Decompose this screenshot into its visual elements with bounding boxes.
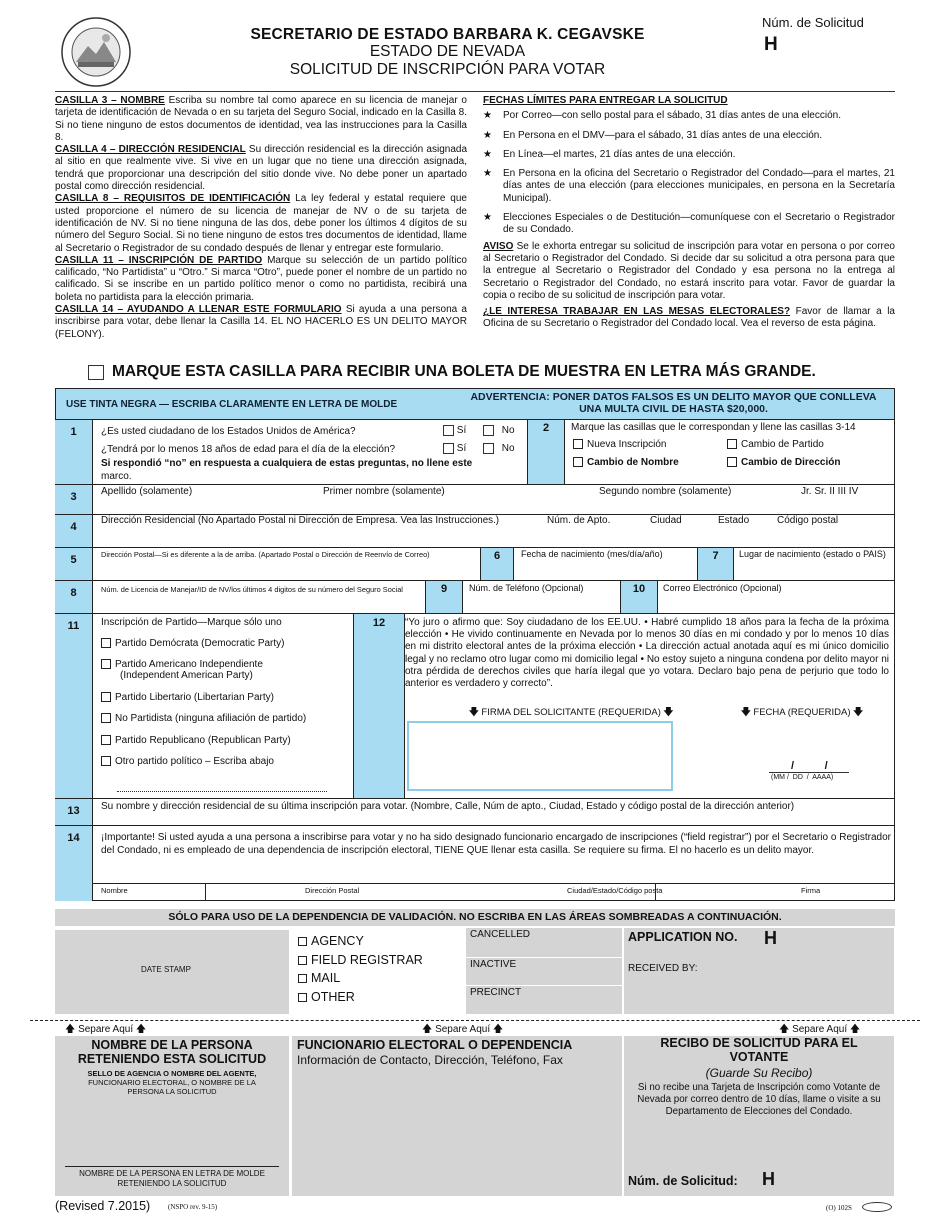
mail-checkbox[interactable]: [298, 974, 307, 983]
row-box-14: [55, 826, 894, 901]
deadline-item: ★ Elecciones Especiales o de Destitución—comuníquese con el Secretario o Registrador de su Condado.: [483, 212, 895, 236]
form-banner: [55, 388, 895, 420]
party-change-checkbox[interactable]: [727, 439, 737, 449]
date-slashes[interactable]: / /: [791, 760, 828, 772]
date-caption: 🡇 FECHA (REQUERIDA) 🡇: [741, 707, 863, 718]
box-14-number: 14: [55, 826, 93, 901]
arrow-up-icon: 🡅: [65, 1024, 76, 1035]
zip-label: Código postal: [777, 515, 839, 526]
age-no-checkbox[interactable]: [483, 443, 494, 454]
row-box-4[interactable]: [55, 515, 894, 548]
box-1-note: Si respondió “no” en respuesta a cualquiera de estas preguntas, no llene este: [101, 458, 473, 469]
date-line: [769, 772, 849, 773]
name-change-checkbox[interactable]: [573, 457, 583, 467]
libertarian-checkbox[interactable]: [101, 692, 111, 702]
oath-text: “Yo juro o afirmo que: Soy ciudadano de los EE.UU. • Habré cumplido 18 años para la fecha de la próxima elección • He vivido continuamente en Nevada por lo menos 30 días en mi condado y por lo menos 10 días en mi distrito electoral antes de la próxima elección • La dirección actual anotada aquí es mi único domicilio legal y no reclamo otro lugar como mi domicilio legal • No estoy sujeto a ninguna condena por delito mayor ni otra pérdida de derechos civiles que haría ilegal que yo votara. Declaro bajo pena de perjurio que todo lo anterior es verdadero y correcto”.: [405, 617, 889, 690]
age-yes-checkbox[interactable]: [443, 443, 454, 454]
instr-casilla-8: CASILLA 8 – REQUISITOS DE IDENTIFICACIÓN La ley federal y estatal requiere que usted proporcione el número de su licencia de manejar de NV o de su tarjeta de identificación de NV. Si no tiene ninguna de las dos, debe poner los últimos 4 dígitos de su número del Seguro Social. Si no tiene ninguno de estos tres documentos de identidad, llame al Secretario o Registrador de su condado después de llenar y entregar este formulario.: [55, 193, 467, 254]
birth-place-label[interactable]: Lugar de nacimiento (estado o PAIS): [739, 549, 886, 559]
assistant-divider: [655, 883, 656, 901]
birth-date-label[interactable]: Fecha de nacimiento (mes/día/año): [521, 549, 663, 559]
independent-american-checkbox[interactable]: [101, 659, 111, 669]
stub-receipt: RECIBO DE SOLICITUD PARA EL VOTANTE (Guarde Su Recibo) Si no recibe una Tarjeta de Inscripción como Votante de Nevada por correo dentro de 10 días, llame o visite a su Departamento de Elecciones del Condado. Núm. de Solicitud: H: [624, 1036, 894, 1196]
address-change-checkbox[interactable]: [727, 457, 737, 467]
license-id-label[interactable]: Núm. de Licencia de Manejar/ID de NV/los últimos 4 digitos de su número del Seguro Social: [101, 585, 403, 594]
star-icon: ★: [483, 148, 492, 160]
box-5-number: 5: [55, 548, 93, 580]
date-stamp-label: DATE STAMP: [141, 965, 191, 974]
star-icon: ★: [483, 212, 492, 224]
opt-field-registrar: FIELD REGISTRAR: [298, 951, 423, 970]
star-icon: ★: [483, 110, 492, 122]
instr-casilla-4: CASILLA 4 – DIRECCIÓN RESIDENCIAL Su dirección residencial es la dirección asignada al sitio en que realmente vive. Si vive en un lugar que no tiene una dirección asignada, tendrá que proporcionar una descripción del sitio donde vive. No debe poner un apartado postal como dirección residencial.: [55, 144, 467, 193]
agency-checkbox[interactable]: [298, 937, 307, 946]
box-1-number: 1: [55, 420, 93, 484]
opt-party-change: Cambio de Partido: [727, 439, 824, 450]
revised-label: (Revised 7.2015): [55, 1199, 151, 1213]
date-format: (MM / DD / AAAA): [771, 774, 834, 781]
deadlines-section: [483, 95, 895, 331]
arrow-down-icon: 🡇: [853, 707, 863, 718]
deadline-item: ★ En Persona en el DMV—para el sábado, 31 días antes de una elección.: [483, 129, 823, 141]
poll-worker: ¿LE INTERESA TRABAJAR EN LAS MESAS ELECTORALES? Favor de llamar a la Oficina de su Secretario o Registrador del Condado local. Vea el reverso de esta página.: [483, 306, 895, 330]
box-1-q2-no: No: [483, 443, 515, 454]
box-1-note-2: marco.: [101, 471, 132, 482]
box-2-number: 2: [527, 420, 565, 484]
separe-middle: 🡅 Separe Aquí 🡅: [422, 1024, 504, 1035]
stub-retainer: NOMBRE DE LA PERSONA RETENIENDO ESTA SOLICITUD SELLO DE AGENCIA O NOMBRE DEL AGENTE, FUNCIONARIO ELECTORAL, O NOMBRE DE LA PERSONA LA SOLICITUD NOMBRE DE LA PERSONA EN LETRA DE MOLDE RETENIENDO LA SOLICITUD: [55, 1036, 289, 1196]
separe-right: 🡅 Separe Aquí 🡅: [779, 1024, 861, 1035]
box-10-number: 10: [620, 581, 658, 613]
city-label: Ciudad: [650, 515, 682, 526]
party-democratic: Partido Demócrata (Democratic Party): [101, 638, 285, 649]
email-label[interactable]: Correo Electrónico (Opcional): [663, 583, 782, 593]
cancelled-box: CANCELLED: [466, 928, 622, 957]
star-icon: ★: [483, 129, 492, 141]
row-box-11-12: [55, 614, 894, 799]
party-nonpartisan: No Partidista (ninguna afiliación de partido): [101, 713, 306, 724]
retainer-name-line[interactable]: [65, 1166, 279, 1167]
party-title: Inscripción de Partido—Marque sólo uno: [101, 617, 282, 628]
suffix-label: Jr. Sr. II III IV: [801, 486, 859, 497]
deadline-item: ★ En Persona en la oficina del Secretario o Registrador del Condado—para el martes, 21 días antes de una elección (para elecciones municipales, en persona en la Secretaría Municipal).: [483, 168, 895, 204]
arrow-up-icon: 🡅: [779, 1024, 790, 1035]
application-no-box: APPLICATION NO. H RECEIVED BY:: [624, 928, 894, 1014]
row-box-8-9-10: [55, 581, 894, 614]
warning-notice: ADVERTENCIA: PONER DATOS FALSOS ES UN DELITO MAYOR QUE CONLLEVA UNA MULTA CIVIL DE HASTA $20,000.: [470, 391, 877, 415]
party-libertarian: Partido Libertario (Libertarian Party): [101, 692, 274, 703]
app-number-value: H: [764, 34, 778, 55]
stub-official: FUNCIONARIO ELECTORAL O DEPENDENCIA Información de Contacto, Dirección, Teléfono, Fax: [292, 1036, 622, 1196]
title-application: SOLICITUD DE INSCRIPCIÓN PARA VOTAR: [289, 61, 606, 78]
arrow-down-icon: 🡇: [469, 707, 479, 718]
state-seal: [60, 16, 132, 88]
deadline-item: ★ En Línea—el martes, 21 días antes de una elección.: [483, 148, 736, 160]
instr-casilla-3: CASILLA 3 – NOMBRE Escriba su nombre tal como aparece en su licencia de manejar o tarjeta de identificación de Nevada o en su tarjeta del Seguro Social, indicado en la Casilla 8. Si no tiene ninguno de estos documentos de identidad, vea las instrucciones para la Casilla 8.: [55, 95, 467, 143]
other-party-input[interactable]: [117, 791, 327, 792]
large-print-option: [88, 363, 816, 381]
app-number-label: Núm. de Solicitud: [762, 15, 864, 30]
box-1-q1-no: No: [483, 425, 515, 436]
office-banner: SÓLO PARA USO DE LA DEPENDENCIA DE VALIDACIÓN. NO ESCRIBA EN LAS ÁREAS SOMBREADAS A CONTINUACIÓN.: [55, 909, 895, 926]
opt-address-change: Cambio de Dirección: [727, 457, 840, 468]
citizen-yes-checkbox[interactable]: [443, 425, 454, 436]
box-1-q1: ¿Es usted ciudadano de los Estados Unidos de América?: [101, 426, 356, 437]
nonpartisan-checkbox[interactable]: [101, 713, 111, 723]
large-print-label: MARQUE ESTA CASILLA PARA RECIBIR UNA BOLETA DE MUESTRA EN LETRA MÁS GRANDE.: [112, 363, 816, 380]
header-rule: [55, 91, 895, 92]
star-icon: ★: [483, 168, 492, 180]
mailing-address-label[interactable]: Dirección Postal—Si es diferente a la de arriba. (Apartado Postal o Dirección de Reenvío de Correo): [101, 550, 430, 559]
middle-name-label: Segundo nombre (solamente): [599, 486, 732, 497]
aviso: AVISO Se le exhorta entregar su solicitud de inscripción para votar en persona o por correo al Secretario o Registrador del Condado. Si decide dar su solicitud a otra persona para que la entregue al Secretario o Registrador del Condado y esa persona no la entrega al Secretario o Registrador del Condado, no estará inscrito para votar. Favor de guardar la copia o recibo de su solicitud de inscripción para votar.: [483, 240, 895, 301]
arrow-down-icon: 🡇: [741, 707, 751, 718]
cut-line: [30, 1020, 920, 1021]
title-state: ESTADO DE NEVADA: [369, 43, 526, 60]
deadlines-title: FECHAS LÍMITES PARA ENTREGAR LA SOLICITUD: [483, 95, 728, 106]
separe-left: 🡅 Separe Aquí 🡅: [65, 1024, 147, 1035]
form-code: (O) 102S: [826, 1204, 852, 1212]
field-registrar-checkbox[interactable]: [298, 956, 307, 965]
last-name-label: Apellido (solamente): [101, 486, 193, 497]
assistant-line: [93, 883, 894, 884]
assistant-name-label[interactable]: Nombre: [101, 886, 128, 895]
opt-agency: AGENCY: [298, 932, 423, 951]
box-8-number: 8: [55, 581, 93, 613]
box-6-number: 6: [480, 548, 514, 580]
other-checkbox[interactable]: [298, 993, 307, 1002]
assistant-text: ¡Importante! Si usted ayuda a una persona a inscribirse para votar y no ha sido designado funcionario encargado de inscripciones (“field registrar”) por el Secretario o Registrador del Condado, ni es empleado de una dependencia de inscripción electoral, TIENE QUE llenar esta casilla. Se requiere su firma. El no hacerlo es un delito mayor.: [101, 832, 891, 856]
phone-label[interactable]: Núm. de Teléfono (Opcional): [469, 583, 584, 593]
other-party-checkbox[interactable]: [101, 756, 111, 766]
date-stamp-box: [55, 930, 289, 1014]
arrow-up-icon: 🡅: [135, 1024, 147, 1035]
box-7-number: 7: [697, 548, 734, 580]
first-name-label: Primer nombre (solamente): [323, 486, 445, 497]
row-box-1-2: [55, 420, 894, 485]
box-1-q1-yes: Sí: [443, 425, 466, 436]
instr-casilla-11: CASILLA 11 – INSCRIPCIÓN DE PARTIDO Marque su selección de un partido político calificado, “No Partidista” u “Otro.” Si marca “Otro”, puede poner el nombre de un partido no calificado. Si se inscribe en un partido político menor o como no partidista, recibirá una boleta no partidista para la elección primaria.: [55, 254, 467, 303]
previous-registration-label: Su nombre y dirección residencial de su última inscripción para votar. (Nombre, Calle, Núm de apto., Ciudad, Estado y código postal de la dirección anterior): [101, 801, 795, 812]
box-2-title: Marque las casillas que le correspondan y llene las casillas 3-14: [571, 422, 856, 433]
citizen-no-checkbox[interactable]: [483, 425, 494, 436]
arrow-up-icon: 🡅: [849, 1024, 861, 1035]
box-1-q2: ¿Tendrá por lo menos 18 años de edad para el día de la elección?: [101, 444, 396, 455]
box-3-number: 3: [55, 485, 93, 514]
arrow-up-icon: 🡅: [422, 1024, 433, 1035]
state-label: Estado: [718, 515, 750, 526]
assistant-divider: [205, 883, 206, 901]
assistant-signature-label[interactable]: Firma: [801, 886, 821, 895]
arrow-up-icon: 🡅: [492, 1024, 504, 1035]
democratic-checkbox[interactable]: [101, 638, 111, 648]
arrow-down-icon: 🡇: [663, 707, 674, 718]
title-secretary: SECRETARIO DE ESTADO BARBARA K. CEGAVSKE: [250, 26, 645, 43]
inactive-box: INACTIVE: [466, 958, 622, 985]
assistant-city-label[interactable]: Ciudad/Estado/Código posta: [567, 886, 663, 895]
opt-mail: MAIL: [298, 969, 423, 988]
box-13-number: 13: [55, 799, 93, 825]
signature-box[interactable]: [407, 721, 673, 791]
opt-new-registration: Nueva Inscripción: [573, 439, 666, 450]
republican-checkbox[interactable]: [101, 735, 111, 745]
residential-address-label: Dirección Residencial (No Apartado Postal ni Dirección de Empresa. Vea las Instrucciones.): [101, 515, 500, 526]
new-registration-checkbox[interactable]: [573, 439, 583, 449]
party-republican: Partido Republicano (Republican Party): [101, 735, 291, 746]
signature-caption: 🡇 FIRMA DEL SOLICITANTE (REQUERIDA) 🡇: [469, 707, 674, 718]
large-print-checkbox[interactable]: [88, 365, 104, 380]
opt-other: OTHER: [298, 988, 423, 1007]
union-bug-icon: [862, 1202, 892, 1212]
row-box-5-6-7: [55, 548, 894, 581]
box-12-number: 12: [353, 614, 405, 798]
instructions-left: [55, 95, 467, 341]
party-other: Otro partido político – Escriba abajo: [101, 756, 274, 767]
row-box-3[interactable]: [55, 485, 894, 515]
opt-name-change: Cambio de Nombre: [573, 457, 679, 468]
nspo-label: (NSPO rev. 9-15): [168, 1203, 218, 1211]
instr-casilla-14: CASILLA 14 – AYUDANDO A LLENAR ESTE FORMULARIO Si ayuda a una persona a inscribirse para votar, debe llenar la Casilla 14. EL NO HACERLO ES UN DELITO MAYOR (FELONY).: [55, 304, 467, 340]
box-1-q2-yes: Sí: [443, 443, 466, 454]
box-9-number: 9: [425, 581, 463, 613]
apt-label: Núm. de Apto.: [547, 515, 611, 526]
box-4-number: 4: [55, 515, 93, 547]
row-box-13[interactable]: [55, 799, 894, 826]
use-ink-notice: USE TINTA NEGRA — ESCRIBA CLARAMENTE EN LETRA DE MOLDE: [66, 399, 398, 410]
source-options: [298, 932, 423, 1006]
assistant-address-label[interactable]: Dirección Postal: [305, 886, 360, 895]
box-11-number: 11: [55, 614, 93, 798]
precinct-box: PRECINCT: [466, 986, 622, 1014]
deadline-item: ★ Por Correo—con sello postal para el sábado, 31 días antes de una elección.: [483, 110, 841, 122]
party-independent-american: Partido Americano Independiente (Independent American Party): [101, 659, 263, 681]
